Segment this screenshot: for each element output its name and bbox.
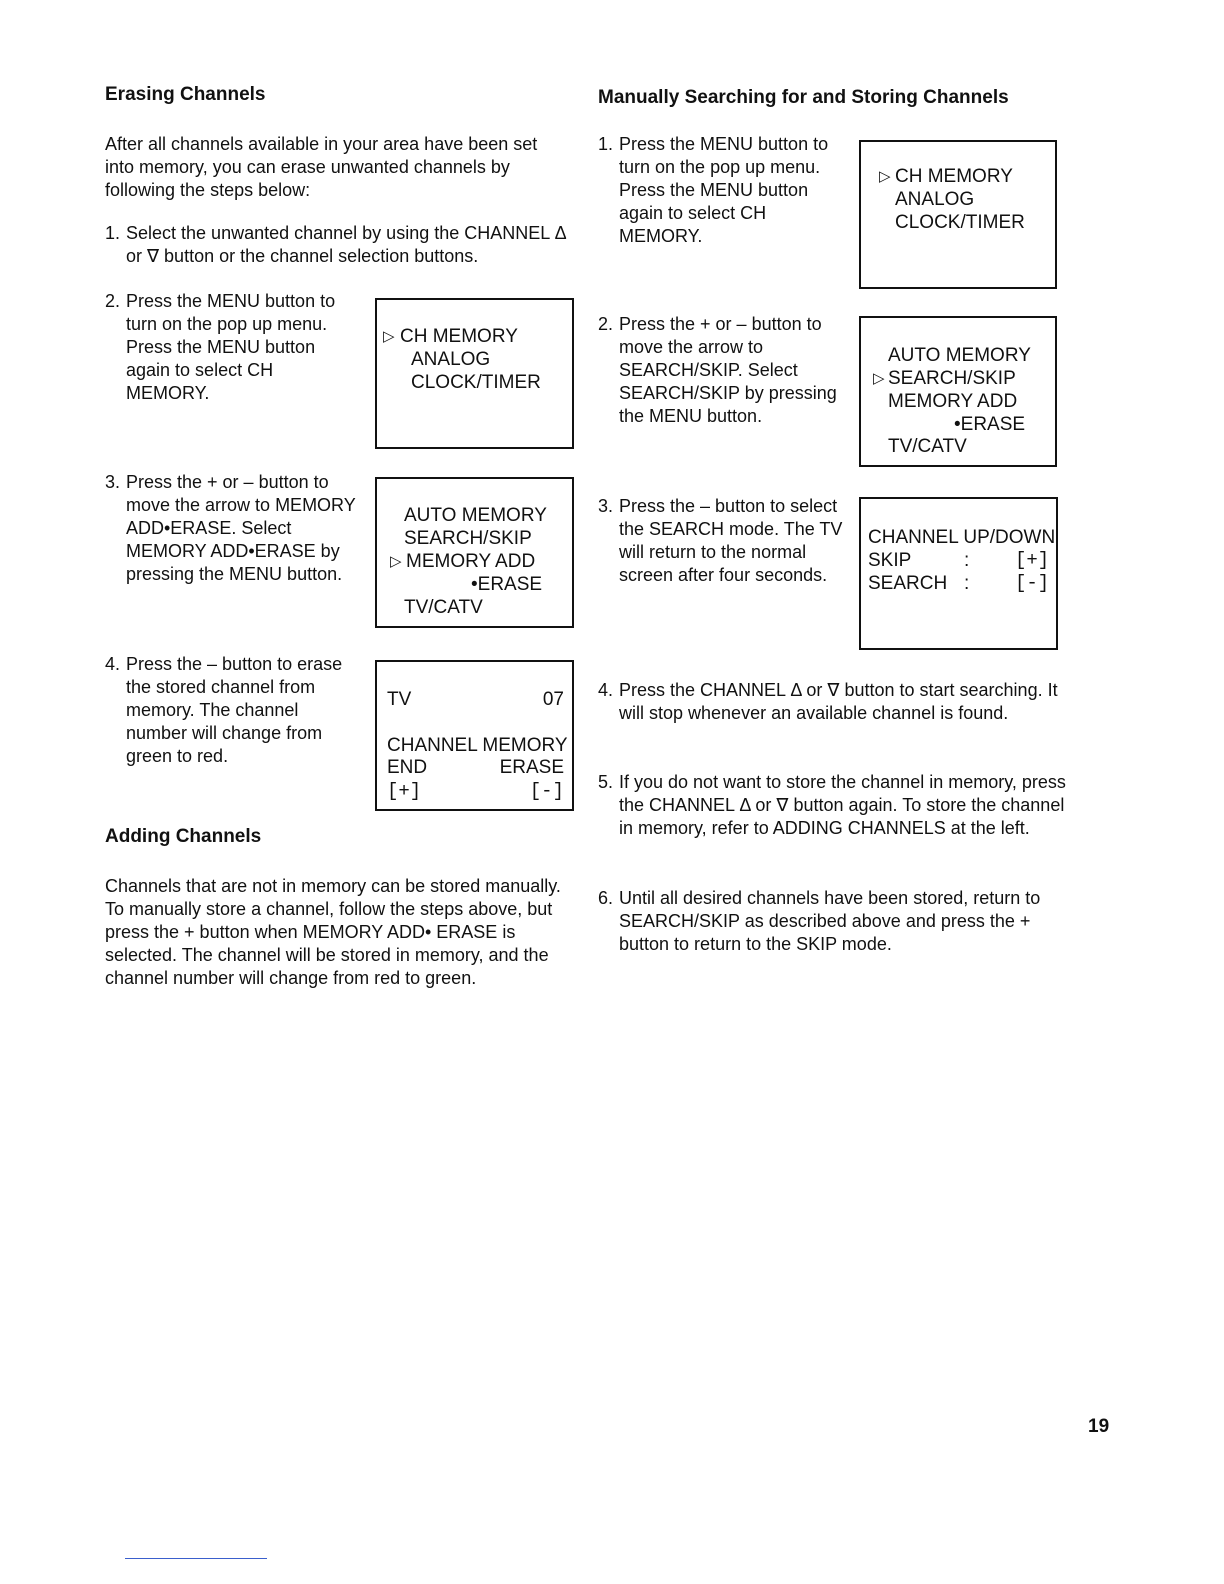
erase-step-4: [105, 653, 360, 773]
key-row: [387, 780, 564, 803]
bottom-rule: [125, 1558, 267, 1559]
menu-line: ANALOG: [411, 349, 491, 370]
erasing-intro: After all channels available in your area have been set into memory, you can erase unwanted channels by following the steps below:: [105, 134, 538, 200]
menu-line: TV/CATV: [888, 436, 967, 457]
step-text: Press the + or – button to move the arrow to MEMORY ADD•ERASE. Select MEMORY ADD•ERASE by pressing the MENU button.: [126, 472, 356, 584]
adding-text: Channels that are not in memory can be stored manually. To manually store a channel, follow the steps above, but press the + button when MEMORY ADD• ERASE is selected. The channel will be stored in memory, and the channel number will change from red to green.: [105, 876, 561, 988]
plus-key-label: [+]: [387, 780, 422, 802]
step-text: Press the CHANNEL Δ or ∇ button to start searching. It will stop whenever an available channel is found.: [619, 680, 1058, 723]
erase-step-2: [105, 290, 355, 410]
step-text: Press the MENU button to turn on the pop up menu. Press the MENU button again to select CH MEMORY.: [126, 291, 336, 403]
menu-line: ANALOG: [895, 189, 975, 210]
skip-label: SKIP: [868, 550, 912, 571]
step-number: 3.: [598, 496, 614, 516]
search-mode-screen: [859, 497, 1058, 650]
search-step-4: [598, 679, 1068, 754]
menu-line: CLOCK/TIMER: [411, 372, 541, 393]
tv-menu-screen-2: [375, 477, 574, 628]
channel-number: 07: [542, 689, 564, 710]
menu-line: AUTO MEMORY: [888, 345, 1031, 366]
menu-line: SEARCH/SKIP: [404, 528, 532, 549]
arrow-pointer-icon: ▷: [390, 553, 402, 570]
search-colon: :: [964, 573, 970, 594]
channel-memory-screen: [375, 660, 574, 811]
menu-line: CH MEMORY: [895, 166, 1013, 187]
menu-line: CLOCK/TIMER: [895, 212, 1025, 233]
search-key-label: [-]: [1015, 572, 1050, 594]
tv-menu-screen-3: [859, 140, 1057, 289]
step-text: If you do not want to store the channel in memory, press the CHANNEL Δ or ∇ button again. To store the channel in memory, refer to ADDING CHANNELS at the left.: [619, 772, 1066, 838]
step-number: 5.: [598, 772, 614, 792]
end-label: END: [387, 757, 428, 778]
step-text: Press the + or – button to move the arrow to SEARCH/SKIP. Select SEARCH/SKIP by pressing the MENU button.: [619, 314, 837, 426]
search-step-3: [598, 495, 843, 615]
channel-updown-title: CHANNEL UP/DOWN: [868, 527, 1056, 548]
search-step-2: [598, 313, 843, 433]
menu-line: •ERASE: [954, 414, 1026, 435]
minus-key-label: [-]: [529, 780, 564, 802]
step-text: Until all desired channels have been stored, return to SEARCH/SKIP as described above and press the + button to return to the SKIP mode.: [619, 888, 1041, 954]
step-number: 2.: [105, 291, 121, 311]
step-number: 2.: [598, 314, 614, 334]
step-text: Press the MENU button to turn on the pop up menu. Press the MENU button again to select CH MEMORY.: [619, 134, 829, 246]
step-text: Press the – button to erase the stored channel from memory. The channel number will change from green to red.: [126, 654, 343, 766]
search-step-5: [598, 771, 1068, 871]
step-number: 1.: [105, 223, 121, 243]
arrow-pointer-icon: ▷: [879, 168, 891, 185]
step-number: 4.: [598, 680, 614, 700]
erase-label: ERASE: [499, 757, 564, 778]
step-number: 1.: [598, 134, 614, 154]
arrow-pointer-icon: ▷: [873, 370, 885, 387]
tv-menu-screen-4: [859, 316, 1057, 467]
menu-line: AUTO MEMORY: [404, 505, 547, 526]
step-text: Select the unwanted channel by using the CHANNEL Δ or ∇ button or the channel selection buttons.: [126, 223, 566, 266]
step-number: 3.: [105, 472, 121, 492]
menu-line: MEMORY ADD: [888, 391, 1018, 412]
erase-step-1: [105, 222, 575, 272]
erasing-heading: Erasing Channels: [105, 84, 266, 105]
search-step-1: [598, 133, 843, 253]
menu-line: SEARCH/SKIP: [888, 368, 1016, 389]
menu-line: •ERASE: [471, 574, 543, 595]
step-number: 4.: [105, 654, 121, 674]
step-text: Press the – button to select the SEARCH mode. The TV will return to the normal screen after four seconds.: [619, 496, 843, 585]
page-number: 19: [1088, 1416, 1110, 1437]
menu-line: TV/CATV: [404, 597, 483, 618]
adding-heading: Adding Channels: [105, 826, 262, 847]
end-erase-row: [387, 756, 564, 779]
tv-menu-screen-1: [375, 298, 574, 449]
skip-colon: :: [964, 550, 970, 571]
step-number: 6.: [598, 888, 614, 908]
tv-channel-row: [387, 688, 564, 711]
channel-memory-title: CHANNEL MEMORY: [387, 735, 568, 756]
tv-label: TV: [387, 689, 412, 710]
arrow-pointer-icon: ▷: [383, 328, 395, 345]
menu-line: MEMORY ADD: [406, 551, 536, 572]
search-label: SEARCH: [868, 573, 948, 594]
search-step-6: [598, 887, 1068, 962]
skip-key-label: [+]: [1015, 549, 1050, 571]
erase-step-3: [105, 471, 360, 611]
manual-search-heading: Manually Searching for and Storing Channels: [598, 87, 1009, 108]
menu-line: CH MEMORY: [400, 326, 518, 347]
